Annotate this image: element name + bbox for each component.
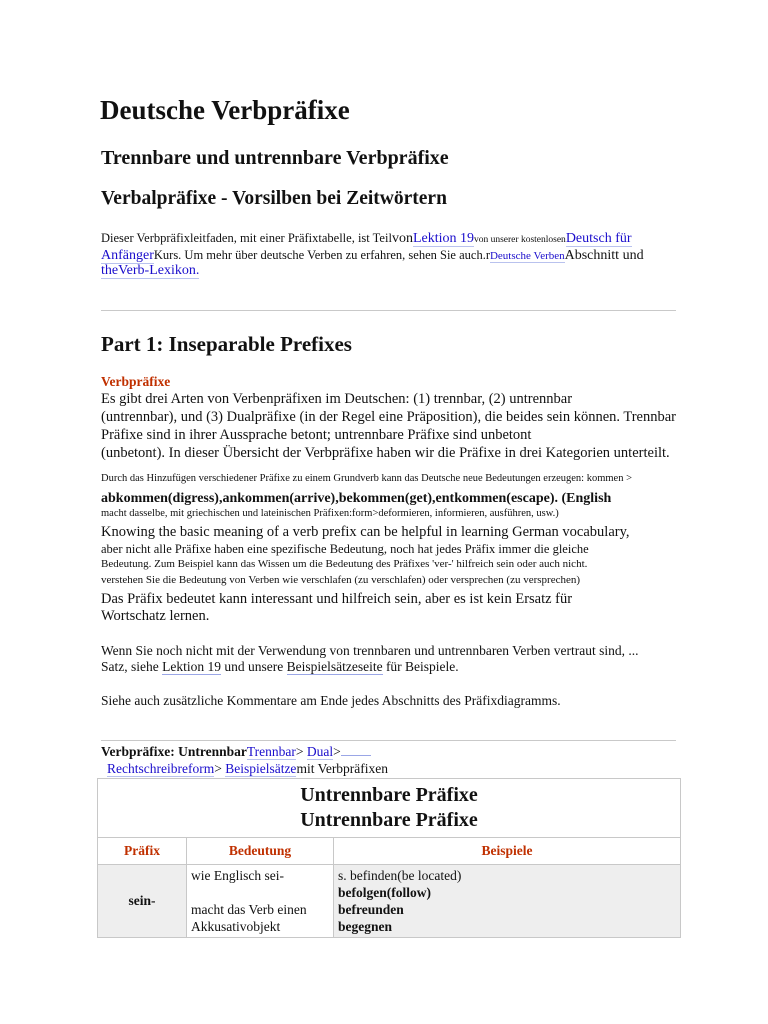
example-2: befolgen(follow) [338, 885, 431, 900]
nav-sep-3: > [214, 761, 226, 776]
deutsche-verben-link[interactable]: Deutsche Verben [489, 250, 565, 262]
intro-paragraph-line2 [101, 247, 644, 264]
wenn-text-b: und unsere [220, 659, 287, 674]
verbpraefixe-label: Verbpräfixe [101, 374, 171, 389]
prefix-nav-line2 [107, 761, 388, 777]
line-b: Bedeutung. Zum Beispiel kann das Wissen um die Bedeutung des Präfixes 'ver-' hilfreich sein oder auch nicht. [101, 558, 588, 570]
meaning-line-3: Akkusativobjekt [191, 919, 281, 934]
bold-examples-line: abkommen(digress),ankommen(arrive),bekommen(get),entkommen(escape). (English [101, 491, 612, 506]
intro-text-5: Abschnitt und [564, 248, 644, 263]
header-bedeutung: Bedeutung [187, 838, 334, 865]
line-d: Das Präfix bedeutet kann interessant und hilfreich sein, aber es ist kein Ersatz für [101, 591, 573, 607]
small-note-1: Durch das Hinzufügen verschiedener Präfixe zu einem Grundverb kann das Deutsche neue Bedeutungen erzeugen: kommen > [101, 473, 633, 484]
table-caption-line-1: Untrennbare Präfixe [300, 784, 478, 806]
intro-paragraph-line3 [101, 263, 199, 279]
line-e: Wortschatz lernen. [101, 608, 210, 624]
verb-lexikon-link[interactable]: Verb-Lexikon. [118, 263, 200, 278]
part1-line-4: (unbetont). In dieser Übersicht der Verbpräfixe haben wir die Präfixe in drei Kategorien unterteilt. [101, 445, 670, 461]
the-link[interactable]: the [101, 263, 119, 278]
knowing-line: Knowing the basic meaning of a verb prefix can be helpful in learning German vocabulary, [101, 524, 630, 540]
header-beispiele: Beispiele [334, 838, 681, 865]
part1-line-1: Es gibt drei Arten von Verbenpräfixen im Deutschen: (1) trennbar, (2) untrennbar [101, 391, 573, 407]
small-note-2: macht dasselbe, mit griechischen und lateinischen Präfixen:form>deformieren, informieren, ausführen, usw.) [101, 508, 559, 519]
nav-beispielsaetze-link[interactable]: Beispielsätze [225, 761, 297, 776]
nav-sep-2: > [333, 744, 341, 759]
nav-dual-link[interactable]: Dual [306, 744, 334, 759]
deutsch-fuer-link[interactable]: Deutsch für [565, 231, 632, 246]
header-praefix: Präfix [98, 838, 187, 865]
prefix-nav [101, 744, 371, 760]
wenn-line-2 [101, 659, 459, 675]
intro-text-4: Kurs. Um mehr über deutsche Verben zu erfahren, sehen Sie auch.r [153, 248, 490, 262]
lektion-19-inline-link[interactable]: Lektion 19 [162, 659, 221, 674]
wenn-line-1: Wenn Sie noch nicht mit der Verwendung von trennbaren und untrennbaren Verben vertraut sind, ... [101, 643, 639, 658]
example-3: befreunden [338, 902, 404, 917]
nav-tail: mit Verbpräfixen [296, 761, 389, 776]
line-a: aber nicht alle Präfixe haben eine spezifische Bedeutung, noch hat jedes Präfix immer die gleiche [101, 542, 589, 556]
nav-sep-1: > [295, 744, 307, 759]
table-caption [98, 779, 681, 838]
part1-line-3: Präfixe sind in ihrer Aussprache betont; untrennbare Präfixe sind unbetont [101, 427, 532, 443]
example-1: s. befinden(be located) [338, 868, 462, 883]
cell-examples [334, 865, 681, 938]
divider-bottom [101, 740, 676, 741]
intro-paragraph [101, 230, 632, 248]
part1-line-2: (untrennbar), und (3) Dualpräfixe (in der Regel eine Präposition), die beides sein können. Trennbar [101, 409, 677, 425]
subtitle-verbalpraefixe: Verbalpräfixe - Vorsilben bei Zeitwörtern [101, 188, 447, 209]
example-4: begegnen [338, 919, 392, 934]
nav-trennbar-link[interactable]: Trennbar [246, 744, 296, 759]
table-row [98, 865, 681, 938]
intro-text-1: Dieser Verbpräfixleitfaden, mit einer Präfixtabelle, ist Teil [101, 231, 392, 245]
wenn-text-a: Satz, siehe [101, 659, 163, 674]
anfaenger-link[interactable]: Anfänger [101, 248, 154, 263]
part1-heading: Part 1: Inseparable Prefixes [101, 332, 352, 356]
part1-paragraph [101, 390, 676, 462]
wenn-text-c: für Beispiele. [382, 659, 459, 674]
intro-text-2: von [391, 231, 413, 246]
siehe-line: Siehe auch zusätzliche Kommentare am Ende jedes Abschnitts des Präfixdiagramms. [101, 693, 561, 708]
intro-text-3: von unserer kostenlosen [473, 235, 566, 245]
cell-meaning [187, 865, 334, 938]
nav-rechtschreibreform-link[interactable]: Rechtschreibreform [107, 761, 215, 776]
divider-top [101, 310, 676, 311]
table-caption-line-2: Untrennbare Präfixe [300, 809, 478, 831]
meaning-line-1: wie Englisch sei- [191, 868, 284, 883]
nav-label: Verbpräfixe: Untrennbar [101, 744, 247, 759]
nav-blank-link[interactable] [341, 755, 371, 756]
line-c: verstehen Sie die Bedeutung von Verben wie verschlafen (zu verschlafen) oder versprechen (zu versprechen) [101, 574, 581, 586]
subtitle-trennbare: Trennbare und untrennbare Verbpräfixe [101, 147, 449, 169]
cell-prefix: sein- [98, 865, 187, 938]
meaning-line-2: macht das Verb einen [191, 902, 307, 917]
prefix-table [97, 778, 681, 938]
lektion-19-link[interactable]: Lektion 19 [412, 231, 474, 246]
page-title: Deutsche Verbpräfixe [100, 95, 350, 125]
beispielsaetzeseite-link[interactable]: Beispielsätzeseite [286, 659, 383, 674]
